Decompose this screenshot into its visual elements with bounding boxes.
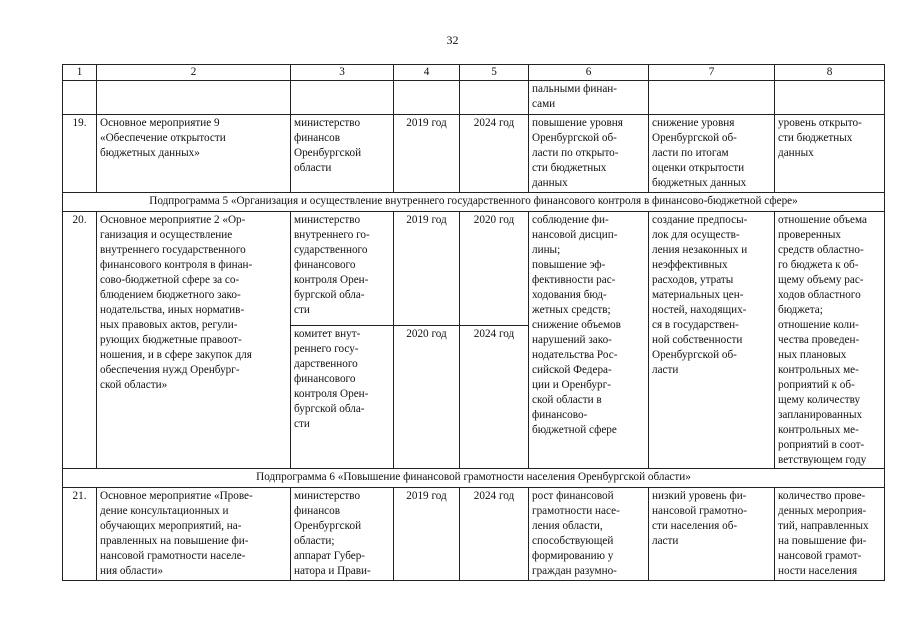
executor-cell: министерство финансов Оренбургской области [291, 115, 394, 193]
header-cell: 3 [291, 65, 394, 81]
row-number: 20. [63, 212, 97, 469]
table-cell: пальными финан- сами [529, 81, 649, 115]
end-year-cell: 2024 год [460, 326, 529, 469]
start-year-cell: 2019 год [394, 115, 460, 193]
activities-table [62, 64, 885, 581]
header-cell: 5 [460, 65, 529, 81]
end-year-cell: 2020 год [460, 212, 529, 326]
header-cell: 2 [97, 65, 291, 81]
indicator-cell: уровень открыто- сти бюджетных данных [775, 115, 885, 193]
end-year-cell: 2024 год [460, 115, 529, 193]
executor-cell: комитет внут- реннего госу- дарственного финансового контроля Орен- бургской обла- сти [291, 326, 394, 469]
end-year-cell: 2024 год [460, 488, 529, 581]
indicator-cell: количество прове- денных мероприя- тий, направленных на повышение фи- нансовой грамот- ности населения [775, 488, 885, 581]
table-cell [460, 81, 529, 115]
start-year-cell: 2020 год [394, 326, 460, 469]
start-year-cell: 2019 год [394, 488, 460, 581]
table-cell [291, 81, 394, 115]
header-cell: 4 [394, 65, 460, 81]
result-cell: повышение уровня Оренбургской об- ласти по открыто- сти бюджетных данных [529, 115, 649, 193]
consequence-cell: низкий уровень фи- нансовой грамотно- сти населения об- ласти [649, 488, 775, 581]
result-cell: рост финансовой грамотности насе- ления области, способствующей формированию у граждан разумно- [529, 488, 649, 581]
start-year-cell: 2019 год [394, 212, 460, 326]
table-row-19 [63, 115, 885, 193]
table-cell [394, 81, 460, 115]
subprogram-title: Подпрограмма 5 «Организация и осуществление внутреннего государственного финансового контроля в финансово-бюджетной сфере» [63, 193, 885, 212]
header-cell: 8 [775, 65, 885, 81]
header-cell: 6 [529, 65, 649, 81]
header-row [63, 65, 885, 81]
table-row-20 [63, 212, 885, 326]
header-cell: 7 [649, 65, 775, 81]
activity-cell: Основное мероприятие «Прове- дение консультационных и обучающих мероприятий, на- правленных на повышение фи- нансовой грамотности населе- ния области» [97, 488, 291, 581]
result-cell: соблюдение фи- нансовой дисцип- лины; повышение эф- фективности рас- ходования бюд- жетных средств; снижение объемов нарушений зако- нодательства Рос- сийской Федера- ции и Оренбург- ской области в финансово- бюджетной сфере [529, 212, 649, 469]
row-number: 19. [63, 115, 97, 193]
continuation-row [63, 81, 885, 115]
page-number: 32 [446, 33, 459, 47]
executor-cell: министерство внутреннего го- сударственного финансового контроля Орен- бургской обла- сти [291, 212, 394, 326]
table-cell [649, 81, 775, 115]
header-cell: 1 [63, 65, 97, 81]
executor-cell: министерство финансов Оренбургской области; аппарат Губер- натора и Прави- [291, 488, 394, 581]
subprogram-5-row [63, 193, 885, 212]
table-cell [63, 81, 97, 115]
activity-cell: Основное мероприятие 2 «Ор- ганизация и осуществление внутреннего государственного финансового контроля в финан- сово-бюджетной сфере за со- блюдением бюджетного зако- нодательства, иных норматив- ных правовых актов, регули- рующих бюджетные правоот- ношения, и в сфере закупок для обеспечения нужд Оренбург- ской области» [97, 212, 291, 469]
row-number: 21. [63, 488, 97, 581]
subprogram-6-row [63, 469, 885, 488]
table-row-21 [63, 488, 885, 581]
table-cell [775, 81, 885, 115]
consequence-cell: снижение уровня Оренбургской об- ласти по итогам оценки открытости бюджетных данных [649, 115, 775, 193]
indicator-cell: отношение объема проверенных средств областно- го бюджета к об- щему объему рас- ходов областного бюджета; отношение коли- чества проведен- ных плановых контрольных ме- роприятий к об- щему количеству запланированных контрольных ме- роприятий в соот- ветствующем году [775, 212, 885, 469]
table-cell [97, 81, 291, 115]
consequence-cell: создание предпосы- лок для осуществ- ления незаконных и неэффективных расходов, утраты материальных цен- ностей, находящих- ся в государствен- ной собственности Оренбургской об- ласти [649, 212, 775, 469]
subprogram-title: Подпрограмма 6 «Повышение финансовой грамотности населения Оренбургской области» [63, 469, 885, 488]
activity-cell: Основное мероприятие 9 «Обеспечение открытости бюджетных данных» [97, 115, 291, 193]
